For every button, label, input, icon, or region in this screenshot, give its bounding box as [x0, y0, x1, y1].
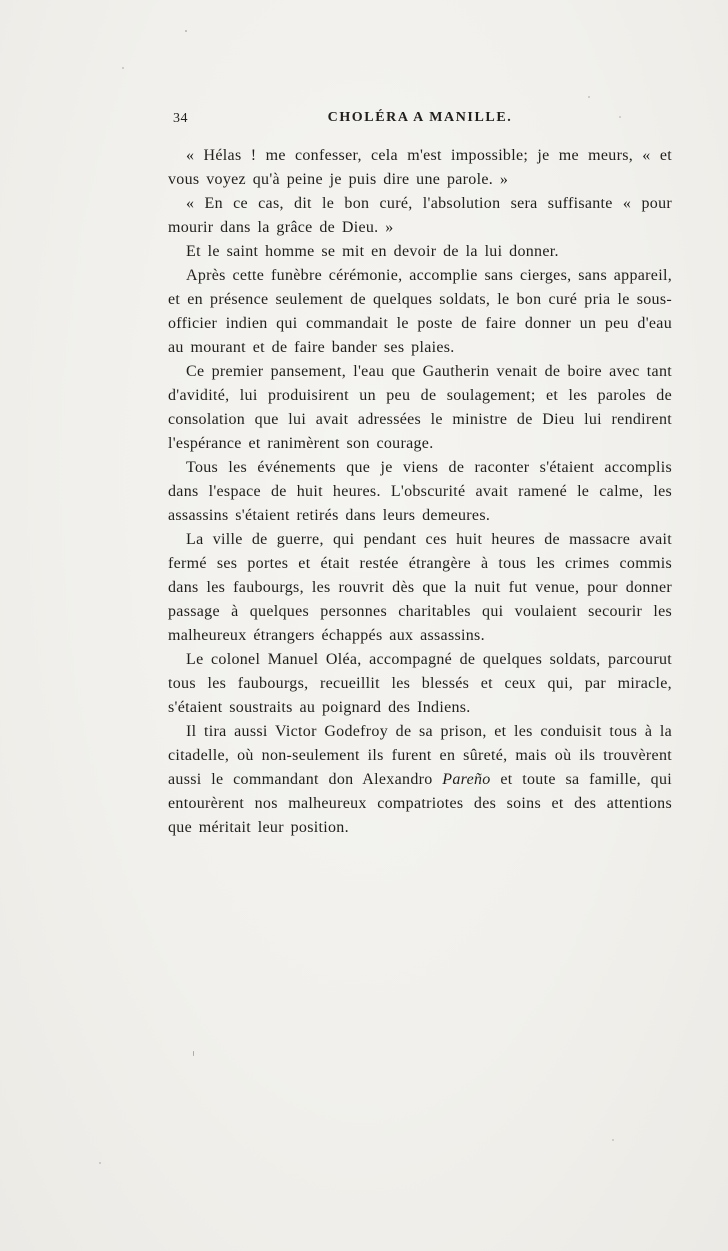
text-run: Ce premier pansement, l'eau que Gautherin venait de boire avec tant d'avidité, lui produisirent un peu de soulagement; et les paroles de consolation que lui avait adressées le ministre de Dieu lui rendirent l'espérance et ranimèrent son courage. [168, 363, 672, 452]
scan-speck [185, 30, 187, 32]
text-run: Et le saint homme se mit en devoir de la lui donner. [186, 243, 559, 260]
paragraph [168, 528, 672, 648]
scan-speck [122, 67, 124, 69]
text-run: Le colonel Manuel Oléa, accompagné de quelques soldats, parcourut tous les faubourgs, recueillit les blessés et ceux qui, par miracle, s'étaient soustraits au poignard des Indiens. [168, 651, 672, 716]
scan-speck [612, 1139, 614, 1141]
paragraph [168, 360, 672, 456]
scan-speck [588, 96, 590, 98]
text-run: La ville de guerre, qui pendant ces huit heures de massacre avait fermé ses portes et était restée étrangère à tous les crimes commis dans les faubourgs, les rouvrit dès que la nuit fut venue, pour donner passage à quelques personnes charitables qui voulaient secourir les malheureux étrangers échappés aux assassins. [168, 531, 672, 644]
text-run: Il tira aussi Victor Godefroy de sa prison, et les conduisit tous à la citadelle, où non-seulement ils furent en sûreté, mais où ils trouvèrent aussi le commandant don Alexandro [168, 723, 672, 788]
page-number: 34 [173, 111, 188, 126]
text-run: « Hélas ! me confesser, cela m'est impossible; je me meurs, « et vous voyez qu'à peine je puis dire une parole. » [168, 147, 672, 188]
paragraph [168, 648, 672, 720]
paragraph [168, 240, 672, 264]
text-run: Pareño [442, 771, 491, 788]
scan-speck [193, 1051, 194, 1056]
text-run: et toute sa famille, qui entourèrent nos malheureux compatriotes des soins et des attentions que méritait leur position. [168, 771, 672, 836]
paragraph [168, 192, 672, 240]
paragraph [168, 264, 672, 360]
scan-speck [619, 116, 621, 118]
paragraph [168, 720, 672, 840]
text-run: Après cette funèbre cérémonie, accomplie sans cierges, sans appareil, et en présence seulement de quelques soldats, le bon curé pria le sous-officier indien qui commandait le poste de faire donner un peu d'eau au mourant et de faire bander ses plaies. [168, 267, 672, 356]
scan-speck [99, 1162, 101, 1164]
page-body [168, 144, 672, 840]
text-run: Tous les événements que je viens de raconter s'étaient accomplis dans l'espace de huit heures. L'obscurité avait ramené le calme, les assassins s'étaient retirés dans leurs demeures. [168, 459, 672, 524]
paragraph [168, 456, 672, 528]
paragraph [168, 144, 672, 192]
running-title: CHOLÉRA A MANILLE. [327, 110, 513, 125]
page-header [168, 110, 672, 130]
text-run: « En ce cas, dit le bon curé, l'absolution sera suffisante « pour mourir dans la grâce de Dieu. » [168, 195, 672, 236]
